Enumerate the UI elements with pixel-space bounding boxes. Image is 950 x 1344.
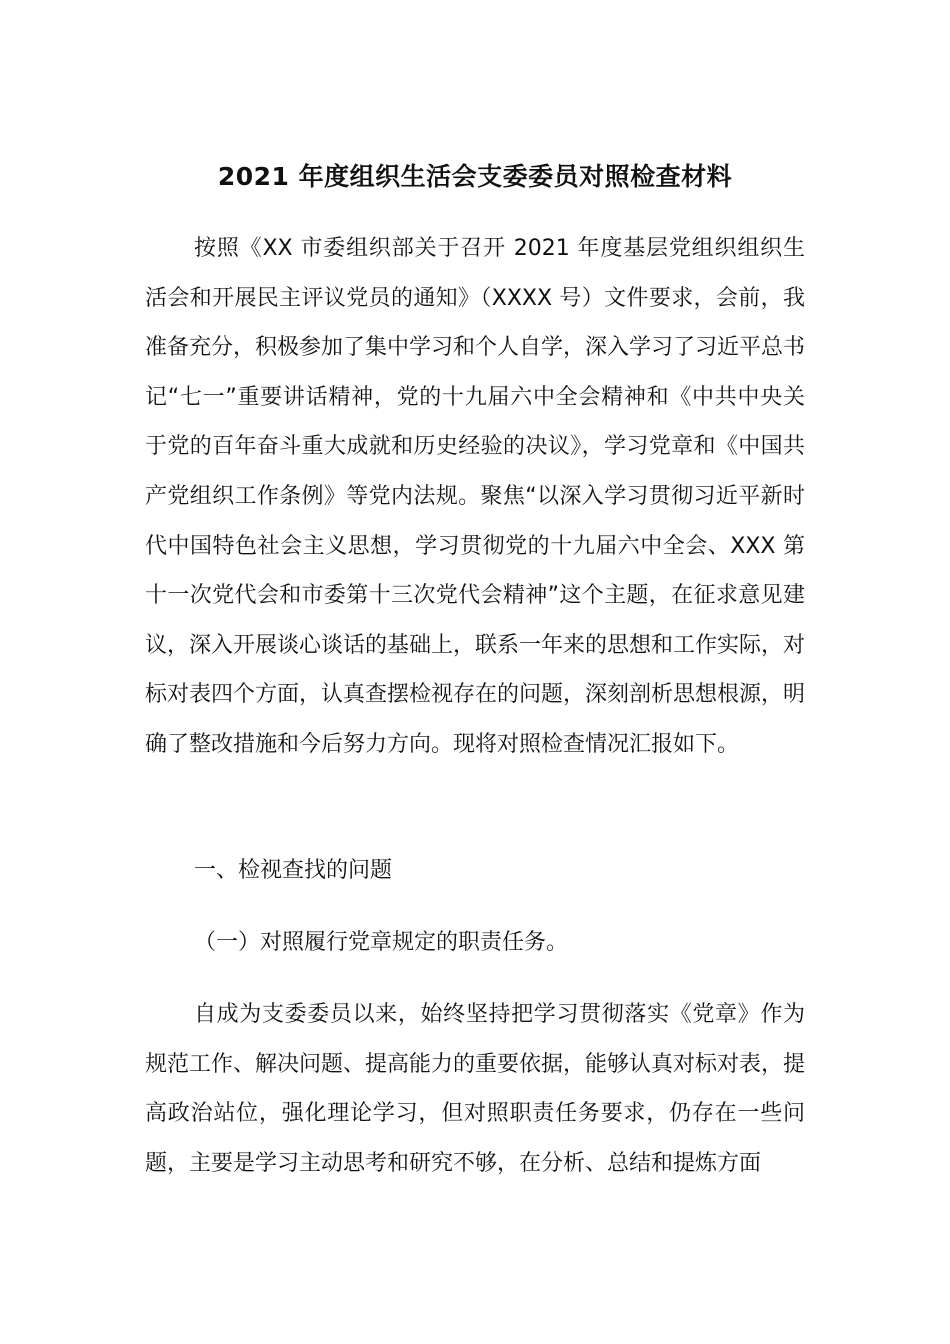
body-paragraph: 自成为支委委员以来，始终坚持把学习贯彻落实《党章》作为规范工作、解决问题、提高能力的重要依据，能够认真对标对表，提高政治站位，强化理论学习，但对照职责任务要求，仍存在一些问题，主要是学习主动思考和研究不够，在分析、总结和提炼方面 — [145, 1002, 805, 1176]
subsection-heading: （一）对照履行党章规定的职责任务。 — [194, 930, 569, 955]
document-title: 2021 年度组织生活会支委委员对照检查材料 — [217, 162, 733, 191]
section-heading: 一、检视查找的问题 — [194, 858, 393, 883]
intro-paragraph: 按照《XX 市委组织部关于召开 2021 年度基层党组织组织生活会和开展民主评议党员的通知》（XXXX 号）文件要求，会前，我准备充分，积极参加了集中学习和个人自学，深入学习了习近平总书记“七一”重要讲话精神，党的十九届六中全会精神和《中共中央关于党的百年奋斗重大成就和历史经验的决议》，学习党章和《中国共产党组织工作条例》等党内法规。聚焦“以深入学习贯彻习近平新时代中国特色社会主义思想，学习贯彻党的十九届六中全会、XXX 第十一次党代会和市委第十三次党代会精神”这个主题，在征求意见建议，深入开展谈心谈话的基础上，联系一年来的思想和工作实际，对标对表四个方面，认真查摆检视存在的问题，深刻剖析思想根源，明确了整改措施和今后努力方向。现将对照检查情况汇报如下。 — [145, 236, 806, 757]
